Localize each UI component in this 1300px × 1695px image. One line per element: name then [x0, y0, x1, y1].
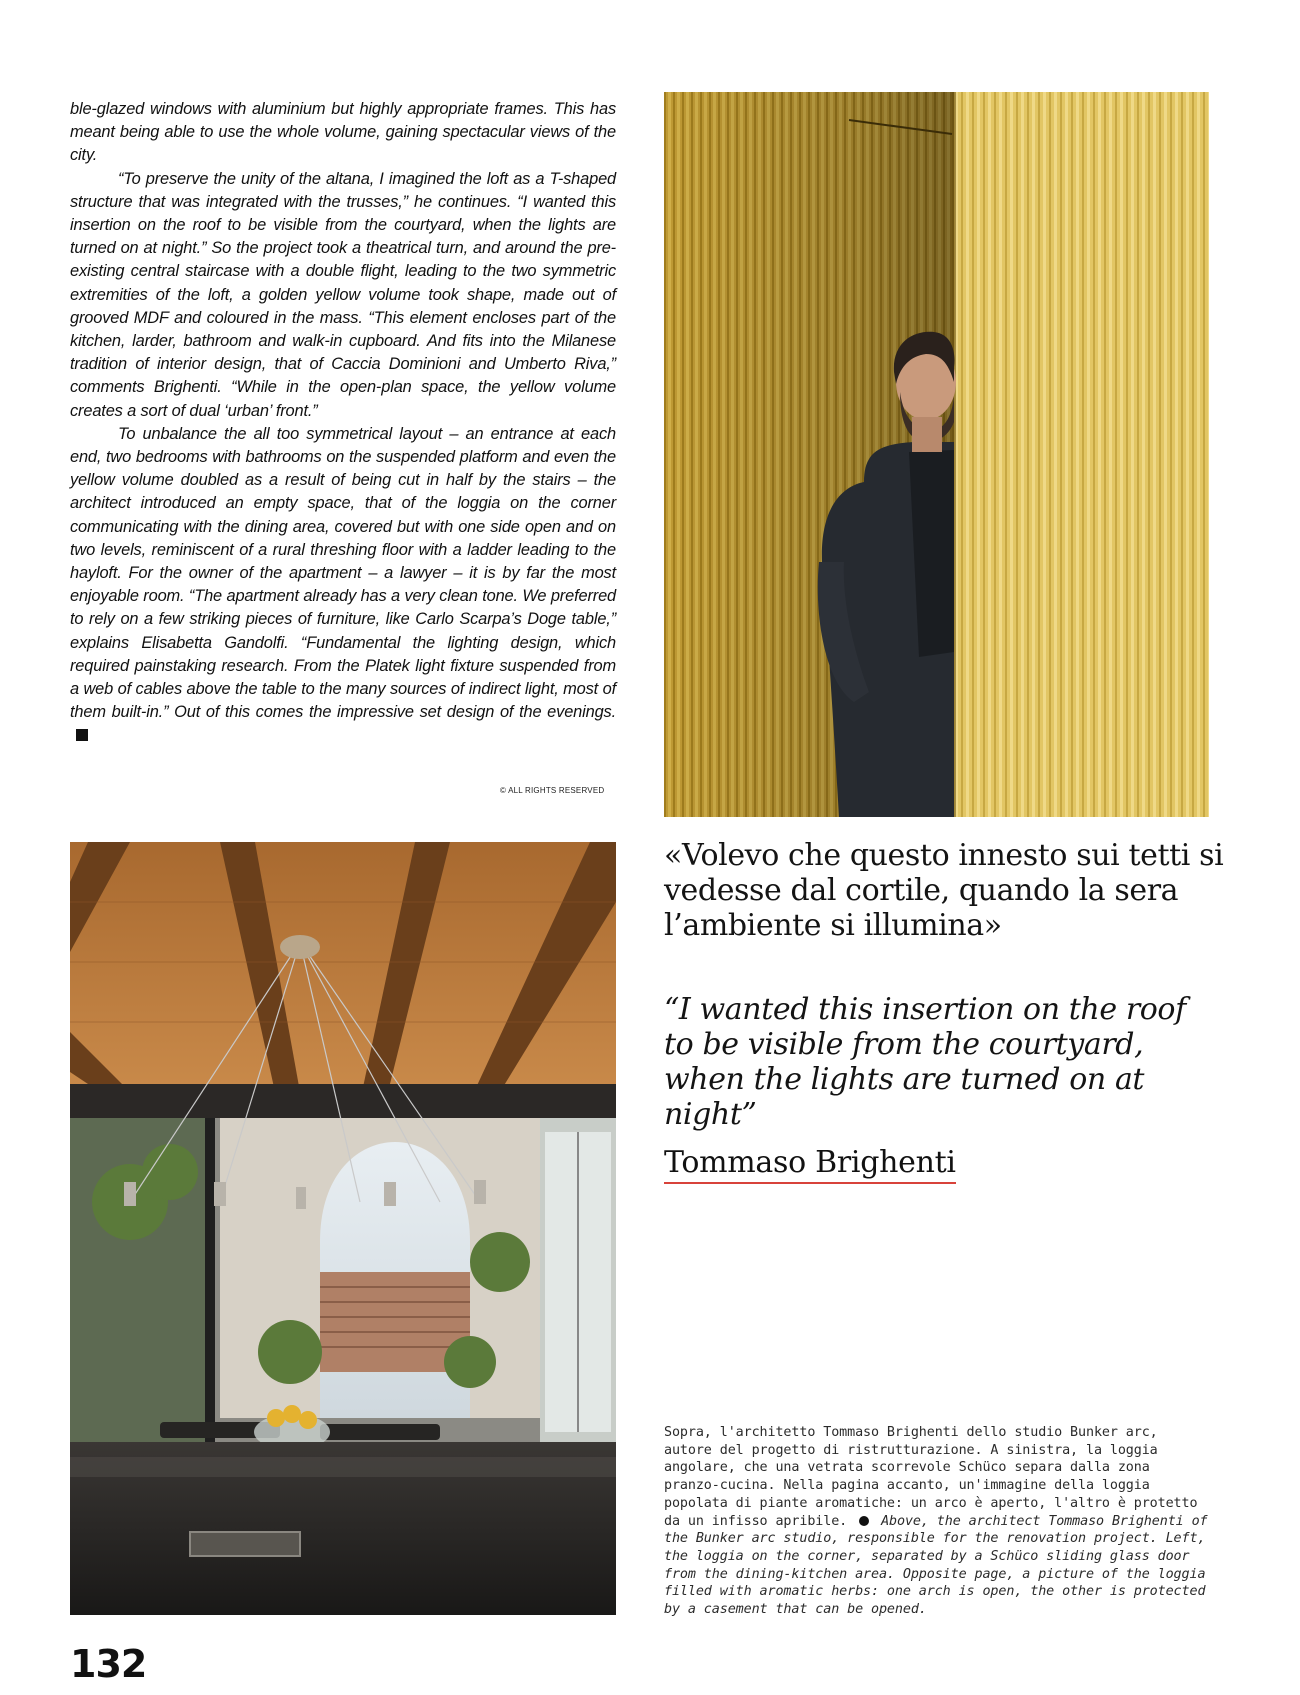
loggia-dining-photo [70, 842, 616, 1615]
article-body [70, 98, 616, 748]
page-number: 132 [70, 1642, 147, 1686]
quote-author: Tommaso Brighenti [664, 1145, 956, 1184]
article-paragraph [70, 423, 616, 748]
article-paragraph: ble-glazed windows with aluminium but highly appropriate frames. This has meant being able to use the whole volume, gaining spectacular views of the city. [70, 100, 616, 165]
end-of-article-mark [76, 729, 88, 741]
rights-notice: © ALL RIGHTS RESERVED [500, 786, 605, 795]
pull-quote-english: “I wanted this insertion on the roof to be visible from the courtyard, when the lights are turned on at night” [664, 992, 1186, 1132]
architect-portrait-photo [664, 92, 1209, 817]
caption-separator-dot [859, 1516, 869, 1526]
photo-caption [664, 1424, 1212, 1619]
article-paragraph: “To preserve the unity of the altana, I imagined the loft as a T-shaped structure that was integrated with the trusses,” he continues. “I wanted this insertion on the roof to be visible from the courtyard, when the lights are turned on at night.” So the project took a theatrical turn, and around the pre-existing central staircase with a double flight, leading to the two symmetric extremities of the loft, a golden yellow volume took shape, made out of grooved MDF and coloured in the mass. “This element encloses part of the kitchen, larder, bathroom and walk-in cupboard. And fits into the Milanese tradition of interior design, that of Caccia Dominioni and Umberto Riva,” comments Brighenti. “While in the open-plan space, the yellow volume creates a sort of dual ‘urban’ front.” [70, 169, 616, 420]
caption-english: Above, the architect Tommaso Brighenti of the Bunker arc studio, responsible for the renovation project. Left, the loggia on the corner, separated by a Schüco sliding glass door from the dining-kitchen area. Opposite page, a picture of the loggia filled with aromatic herbs: one arch is open, the other is protected by a casement that can be opened. [664, 1513, 1208, 1618]
pull-quote-italian: «Volevo che questo innesto sui tetti si vedesse dal cortile, quando la sera l’ambiente si illumina» [664, 838, 1224, 943]
article-paragraph-text: To unbalance the all too symmetrical layout – an entrance at each end, two bedrooms with bathrooms on the suspended platform and even the yellow volume doubled as a result of being cut in half by the stairs – the architect introduced an empty space, that of the loggia on the corner communicating with the dining area, covered but with one side open and on two levels, reminiscent of a rural threshing floor with a ladder leading to the hayloft. For the owner of the apartment – a lawyer – it is by far the most enjoyable room. “The apartment already has a very clean tone. We preferred to rely on a few striking pieces of furniture, like Carlo Scarpa’s Doge table,” explains Elisabetta Gandolfi. “Fundamental the lighting design, which required painstaking research. From the Platek light fixture suspended from a web of cables above the table to the many sources of indirect light, most of them built-in.” Out of this comes the impressive set design of the evenings. [70, 424, 616, 722]
caption-italian: Sopra, l'architetto Tommaso Brighenti dello studio Bunker arc, autore del progetto di ristrutturazione. A sinistra, la loggia angolare, che una vetrata scorrevole Schüco separa dalla zona pranzo-cucina. Nella pagina accanto, un'immagine della loggia popolata di piante aromatiche: un arco è aperto, l'altro è protetto da un infisso apribile. [664, 1425, 1198, 1529]
